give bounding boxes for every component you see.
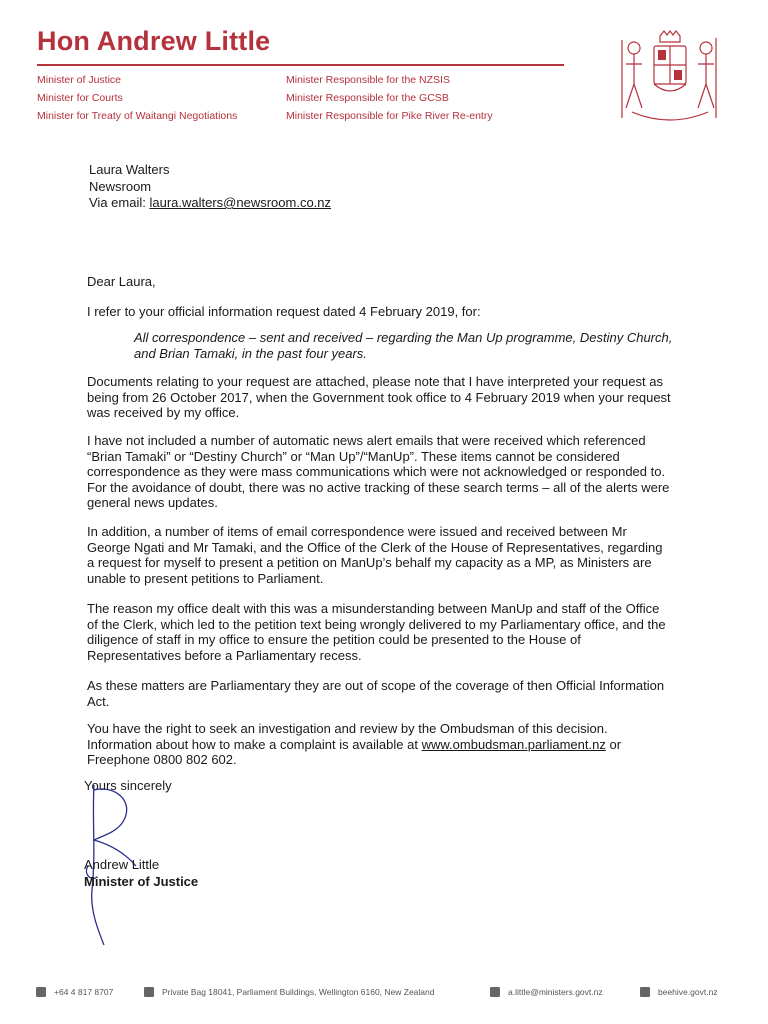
role-item: Minister for Courts — [37, 92, 123, 104]
signature-block — [84, 857, 198, 890]
paragraph-2: Documents relating to your request are attached, please note that I have interpreted your request as being from 26 October 2017, when the Government took office to 4 February 2019 when your request was received by my office. — [87, 374, 671, 420]
role-item: Minister Responsible for the NZSIS — [286, 74, 450, 86]
coat-of-arms-icon — [612, 28, 728, 126]
footer-web — [640, 987, 718, 997]
email-icon — [490, 987, 500, 997]
letterhead-rule — [37, 64, 564, 66]
quoted-request: All correspondence – sent and received – regarding the Man Up programme, Destiny Church, and Brian Tamaki, in the past four years. — [134, 330, 673, 361]
paragraph-7 — [87, 721, 672, 768]
letterhead-name: Hon Andrew Little — [37, 26, 271, 56]
web-icon — [640, 987, 650, 997]
recipient-email-line — [89, 195, 331, 212]
paragraph-7-phone: or Freephone 0800 802 602. — [87, 736, 622, 767]
role-item: Minister Responsible for Pike River Re-entry — [286, 110, 493, 122]
paragraph-3: I have not included a number of automatic news alert emails that were received which referenced “Brian Tamaki” or “Destiny Church” or “Man Up”/“ManUp”. These items cannot be considered correspondence as they were mass communications which were not acknowledged or responded to. For the avoidance of doubt, there was no active tracking of these search terms – all of the alerts were general news updates. — [87, 433, 670, 510]
role-item: Minister for Treaty of Waitangi Negotiations — [37, 110, 238, 122]
closing: Yours sincerely — [84, 778, 172, 793]
email-label: Via email: — [89, 195, 146, 210]
phone-icon — [36, 987, 46, 997]
footer-email-text[interactable]: a.little@ministers.govt.nz — [508, 987, 603, 997]
recipient-email-link[interactable]: laura.walters@newsroom.co.nz — [149, 195, 332, 210]
footer-address-text: Private Bag 18041, Parliament Buildings, Wellington 6160, New Zealand — [162, 987, 435, 997]
footer-address — [144, 987, 434, 997]
roles-left — [37, 71, 237, 125]
paragraph-4: In addition, a number of items of email correspondence were issued and received between Mr George Ngati and Mr Tamaki, and the Office of the Clerk of the House of Representatives, regarding a request for myself to present a petition on ManUp’s behalf my capacity as a MP, as Ministers are unable to present petitions to Parliament. — [87, 524, 663, 586]
paragraph-7-text: You have the right to seek an investigation and review by the Ombudsman of this decision. Information about how to make a complaint is available at — [87, 721, 608, 752]
footer-phone — [36, 987, 113, 997]
salutation: Dear Laura, — [87, 274, 156, 289]
recipient-org: Newsroom — [89, 178, 152, 194]
paragraph-5: The reason my office dealt with this was a misunderstanding between ManUp and staff of the Office of the Clerk, which led to the petition text being wrongly delivered to my Parliamentary office, and the diligence of staff in my office to ensure the petition could be presented to the House of Representatives before a Parliamentary recess. — [87, 601, 666, 663]
role-item: Minister of Justice — [37, 74, 122, 86]
recipient-block — [89, 162, 331, 212]
recipient-name: Laura Walters — [89, 162, 170, 177]
paragraph-1: I refer to your official information request dated 4 February 2019, for: — [87, 304, 481, 319]
role-item: Minister Responsible for the GCSB — [286, 92, 449, 104]
roles-right — [286, 71, 493, 125]
mail-icon — [144, 987, 154, 997]
footer-web-text[interactable]: beehive.govt.nz — [658, 987, 718, 997]
ombudsman-link[interactable]: www.ombudsman.parliament.nz — [421, 736, 606, 752]
signatory-name: Andrew Little — [84, 857, 160, 872]
signatory-title: Minister of Justice — [84, 873, 199, 889]
footer-phone-text: +64 4 817 8707 — [54, 987, 114, 997]
paragraph-6: As these matters are Parliamentary they are out of scope of the coverage of then Official Information Act. — [87, 678, 665, 709]
footer-email — [490, 987, 603, 997]
